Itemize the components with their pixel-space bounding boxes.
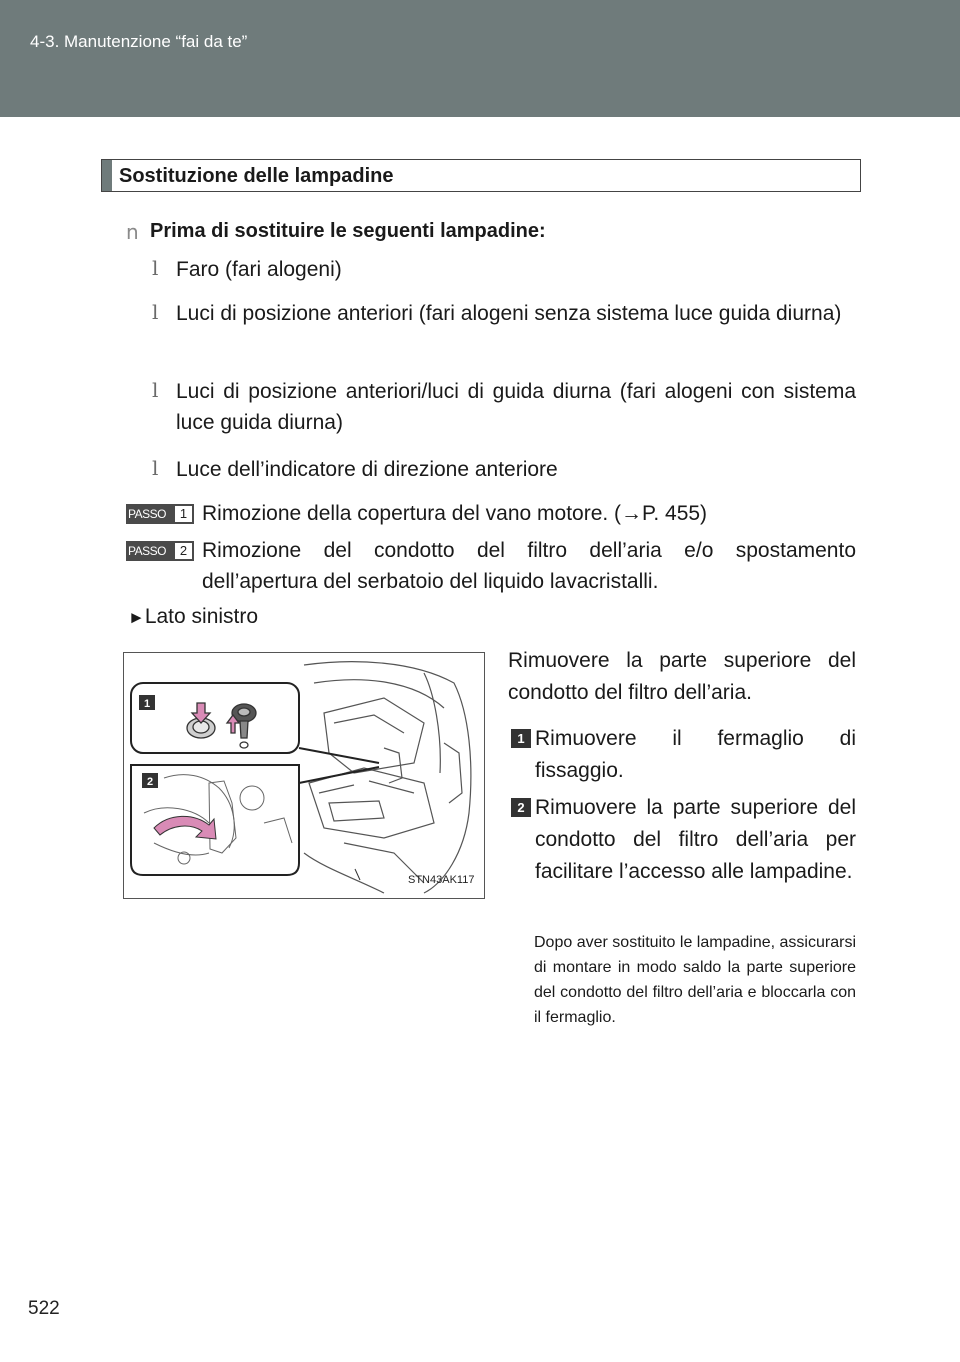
step-badge <box>126 504 194 524</box>
figure-code: STN43AK117 <box>408 874 475 886</box>
section-title: Sostituzione delle lampadine <box>119 165 394 187</box>
number-badge: 1 <box>511 729 531 748</box>
list-bullet-icon: l <box>152 256 159 280</box>
list-item: Luci di posizione anteriori (fari alogeni senza sistema luce guida diurna) <box>176 302 842 325</box>
side-label <box>128 605 258 629</box>
substep-text: Rimuovere il fermaglio di fissaggio. <box>535 727 856 782</box>
list-item: Faro (fari alogeni) <box>176 258 342 281</box>
step-badge-label: PASSO <box>128 507 166 521</box>
step-badge-number: 1 <box>174 505 193 523</box>
side-label-text: Lato sinistro <box>144 605 259 628</box>
engine-bay-illustration <box>123 652 485 899</box>
substep-text: Rimuovere la parte superiore del condotto del filtro dell’aria per facilitare l’accesso alle lampadine. <box>535 796 856 883</box>
section-heading <box>101 159 861 192</box>
page-header <box>0 0 960 117</box>
callout-badge-label: 1 <box>143 698 151 710</box>
section-heading-tab <box>102 160 112 191</box>
engine-bay-drawing <box>124 653 484 898</box>
page-number: 522 <box>28 1298 60 1319</box>
step-text: Rimozione della copertura del vano motore. (→P. 455) <box>202 502 708 525</box>
instruction-intro: Rimuovere la parte superiore del condotto del filtro dell’aria. <box>508 649 856 704</box>
breadcrumb: 4-3. Manutenzione “fai da te” <box>30 32 248 51</box>
step-badge-label: PASSO <box>128 544 166 558</box>
callout-badge-label: 2 <box>146 776 154 788</box>
step-text: Rimozione del condotto del filtro dell’aria e/o spostamento dell’apertura del serbatoio del liquido lavacristalli. <box>202 539 856 593</box>
square-bullet-icon: n <box>126 220 139 244</box>
list-bullet-icon: l <box>152 456 159 480</box>
precondition-heading: Prima di sostituire le seguenti lampadine: <box>150 220 546 242</box>
step-badge <box>126 541 194 561</box>
list-item: Luci di posizione anteriori/luci di guida diurna (fari alogeni con sistema luce guida diurna) <box>176 380 856 434</box>
note-text: Dopo aver sostituito le lampadine, assicurarsi di montare in modo saldo la parte superiore del condotto del filtro dell’aria e bloccarla con il fermaglio. <box>534 934 856 1026</box>
triangle-right-icon: ► <box>128 608 145 627</box>
list-bullet-icon: l <box>152 300 159 324</box>
number-badge: 2 <box>511 798 531 817</box>
list-item: Luce dell’indicatore di direzione anteriore <box>176 458 558 481</box>
step-badge-number: 2 <box>174 542 193 560</box>
list-bullet-icon: l <box>152 378 159 402</box>
